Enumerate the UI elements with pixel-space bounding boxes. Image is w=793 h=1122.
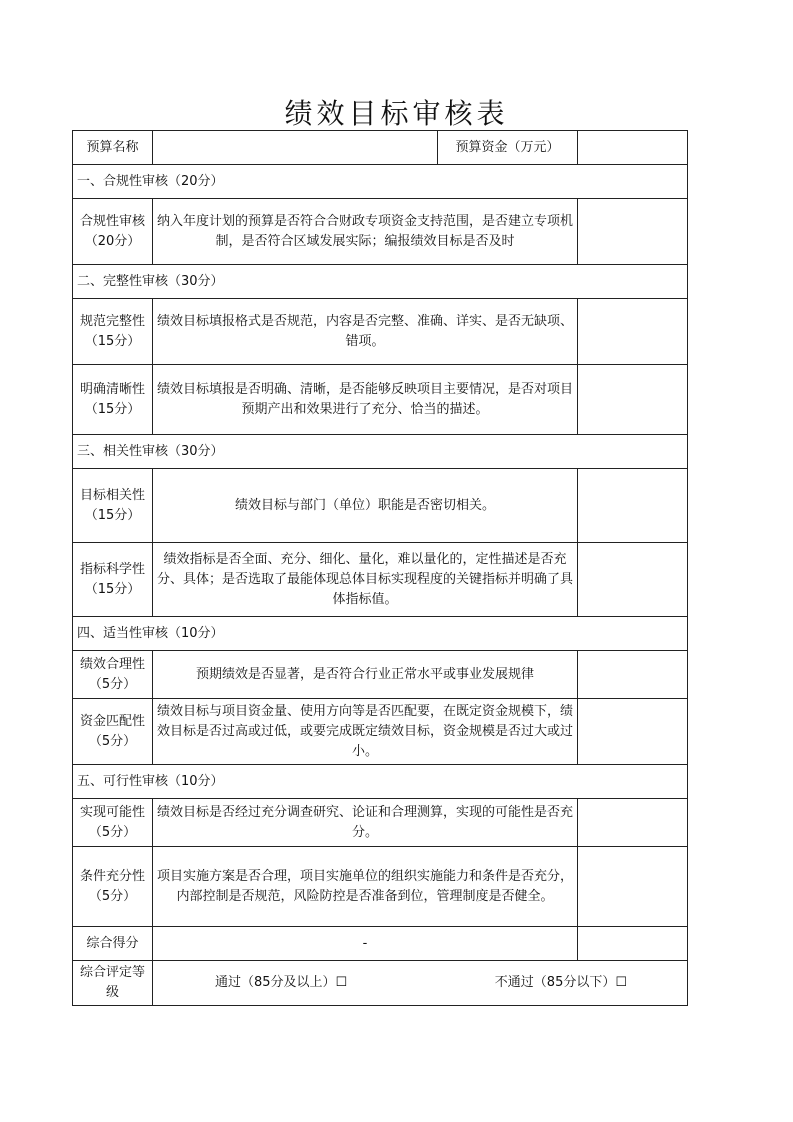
grade-label: 综合评定等级 [73, 961, 153, 1006]
section-header-compliance [73, 165, 688, 199]
criteria-row [73, 543, 688, 617]
page-title: 绩效目标审核表 [284, 97, 509, 130]
section-heading: 四、适当性审核（10分） [73, 617, 688, 651]
criteria-row [73, 299, 688, 365]
criteria-row [73, 469, 688, 543]
criteria-description: 绩效目标填报格式是否规范，内容是否完整、准确、详实、是否无缺项、错项。 [153, 299, 578, 365]
header-row [73, 131, 688, 165]
criteria-row [73, 365, 688, 435]
criteria-label: 资金匹配性（5分） [73, 699, 153, 765]
review-table [72, 130, 688, 1006]
pass-option-checkbox[interactable]: 通过（85分及以上）☐ [215, 975, 348, 990]
total-score-row [73, 927, 688, 961]
grade-options [153, 961, 688, 1006]
criteria-row [73, 799, 688, 847]
section-header-feasibility [73, 765, 688, 799]
section-header-completeness [73, 265, 688, 299]
budget-funds-label: 预算资金（万元） [438, 131, 578, 165]
criteria-label: 条件充分性（5分） [73, 847, 153, 927]
total-score-cell[interactable] [578, 927, 688, 961]
fail-option-checkbox[interactable]: 不通过（85分以下）☐ [494, 975, 627, 990]
score-cell[interactable] [578, 365, 688, 435]
criteria-description: 绩效目标与部门（单位）职能是否密切相关。 [153, 469, 578, 543]
score-cell[interactable] [578, 847, 688, 927]
score-cell[interactable] [578, 199, 688, 265]
criteria-description: 绩效目标是否经过充分调查研究、论证和合理测算，实现的可能性是否充分。 [153, 799, 578, 847]
criteria-row [73, 199, 688, 265]
criteria-label: 明确清晰性（15分） [73, 365, 153, 435]
criteria-label: 规范完整性（15分） [73, 299, 153, 365]
criteria-label: 指标科学性（15分） [73, 543, 153, 617]
budget-name-label: 预算名称 [73, 131, 153, 165]
section-heading: 五、可行性审核（10分） [73, 765, 688, 799]
section-header-appropriateness [73, 617, 688, 651]
criteria-label: 实现可能性（5分） [73, 799, 153, 847]
criteria-row [73, 699, 688, 765]
score-cell[interactable] [578, 651, 688, 699]
criteria-label: 合规性审核（20分） [73, 199, 153, 265]
budget-funds-field[interactable] [578, 131, 688, 165]
section-header-relevance [73, 435, 688, 469]
total-score-label: 综合得分 [73, 927, 153, 961]
grade-row [73, 961, 688, 1006]
score-cell[interactable] [578, 699, 688, 765]
criteria-row [73, 847, 688, 927]
criteria-description: 纳入年度计划的预算是否符合合财政专项资金支持范围，是否建立专项机制，是否符合区域发展实际；编报绩效目标是否及时 [153, 199, 578, 265]
criteria-description: 项目实施方案是否合理，项目实施单位的组织实施能力和条件是否充分，内部控制是否规范，风险防控是否准备到位，管理制度是否健全。 [153, 847, 578, 927]
criteria-label: 绩效合理性（5分） [73, 651, 153, 699]
score-cell[interactable] [578, 299, 688, 365]
criteria-description: 绩效目标填报是否明确、清晰，是否能够反映项目主要情况，是否对项目预期产出和效果进行了充分、恰当的描述。 [153, 365, 578, 435]
criteria-label: 目标相关性（15分） [73, 469, 153, 543]
total-score-value: - [153, 927, 578, 961]
section-heading: 二、完整性审核（30分） [73, 265, 688, 299]
section-heading: 一、合规性审核（20分） [73, 165, 688, 199]
criteria-description: 绩效指标是否全面、充分、细化、量化，难以量化的，定性描述是否充分、具体；是否选取了最能体现总体目标实现程度的关键指标并明确了具体指标值。 [153, 543, 578, 617]
score-cell[interactable] [578, 799, 688, 847]
criteria-row [73, 651, 688, 699]
criteria-description: 预期绩效是否显著，是否符合行业正常水平或事业发展规律 [153, 651, 578, 699]
score-cell[interactable] [578, 469, 688, 543]
criteria-description: 绩效目标与项目资金量、使用方向等是否匹配要，在既定资金规模下，绩效目标是否过高或过低，或要完成既定绩效目标，资金规模是否过大或过小。 [153, 699, 578, 765]
score-cell[interactable] [578, 543, 688, 617]
section-heading: 三、相关性审核（30分） [73, 435, 688, 469]
budget-name-field[interactable] [153, 131, 438, 165]
